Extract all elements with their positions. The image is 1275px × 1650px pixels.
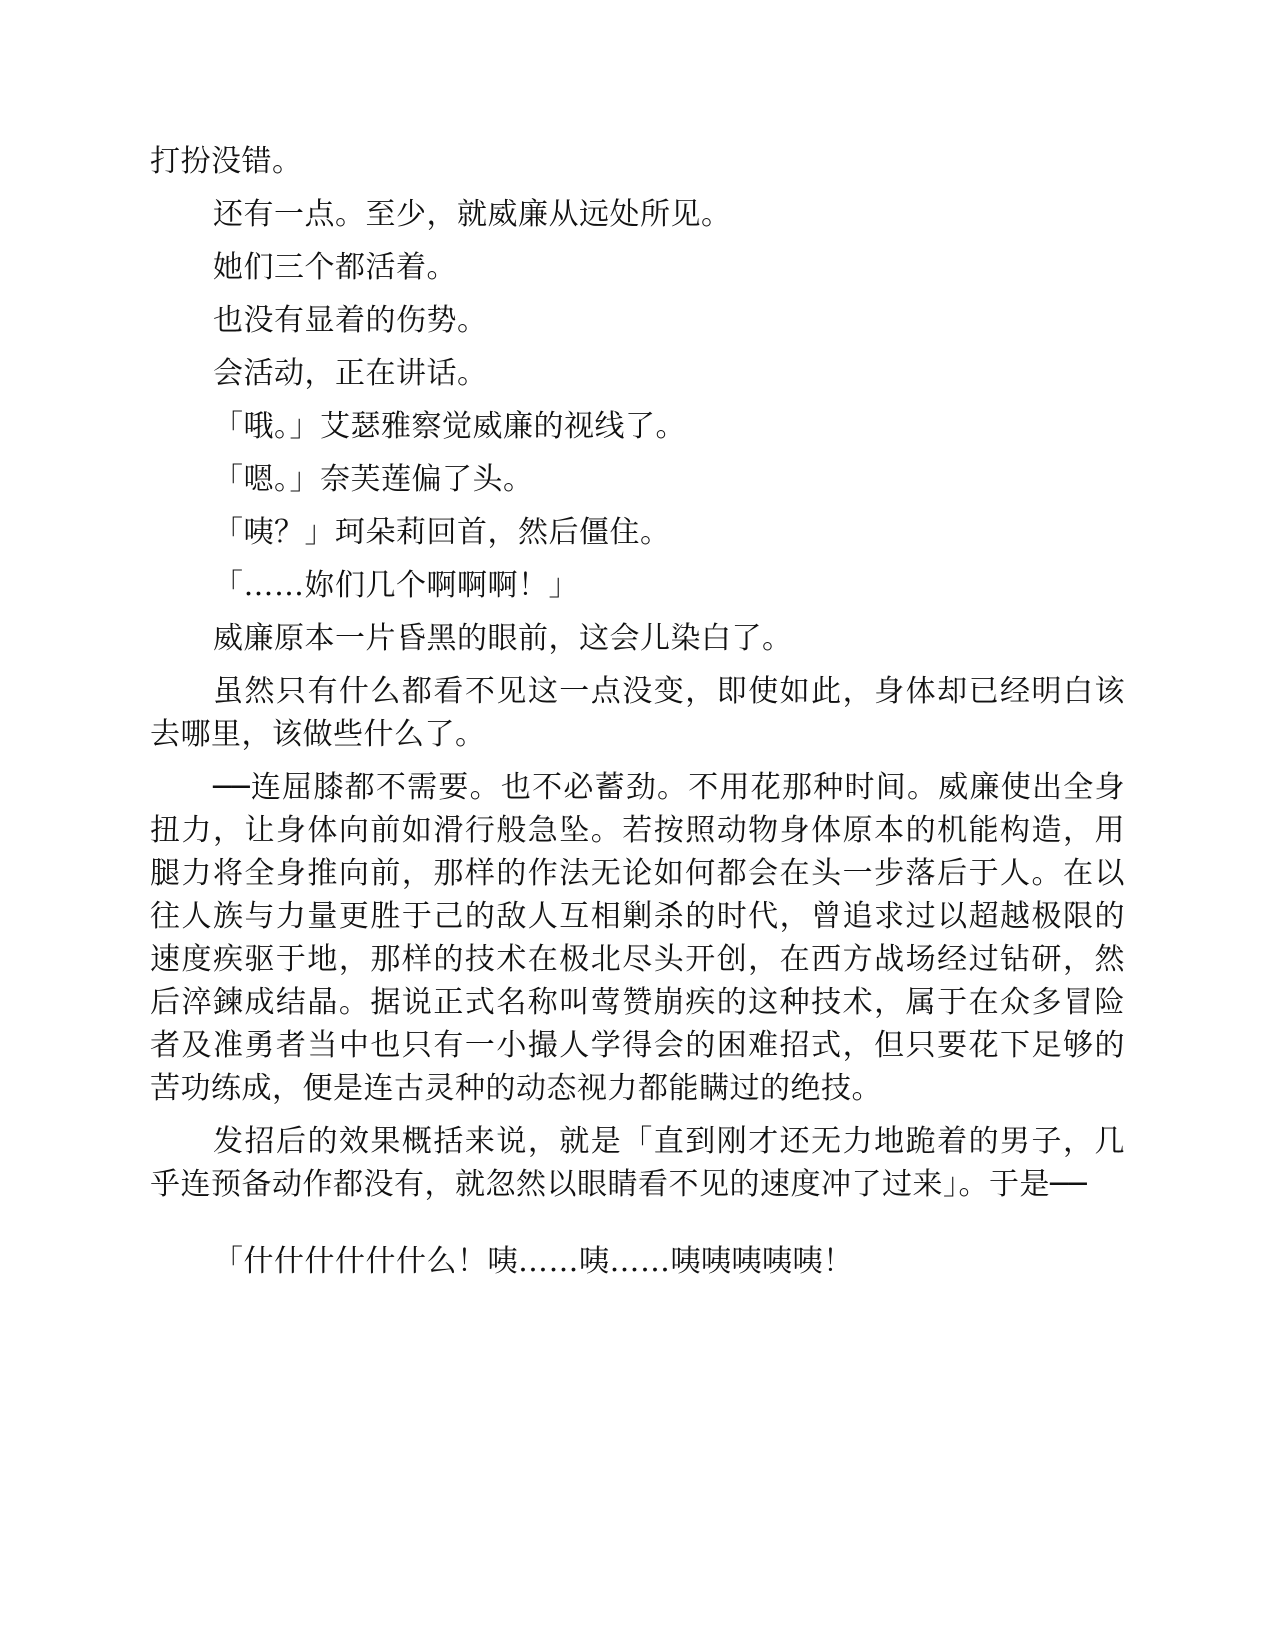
paragraph: 「咦？」珂朵莉回首，然后僵住。: [213, 515, 671, 550]
paragraph: 她们三个都活着。: [213, 250, 457, 285]
paragraph: 发招后的效果概括来说，就是「直到刚才还无力地跪着的男子，几乎连预备动作都没有，就忽然以眼睛看不见的速度冲了过来」。于是──: [150, 1124, 1125, 1202]
paragraph: 虽然只有什么都看不见这一点没变，即使如此，身体却已经明白该去哪里，该做些什么了。: [150, 674, 1125, 752]
body-text: [150, 140, 1125, 1283]
paragraph: ──连屈膝都不需要。也不必蓄劲。不用花那种时间。威廉使出全身扭力，让身体向前如滑行般急坠。若按照动物身体原本的机能构造，用腿力将全身推向前，那样的作法无论如何都会在头一步落后于人。在以往人族与力量更胜于己的敌人互相剿杀的时代，曾追求过以超越极限的速度疾驱于地，那样的技术在极北尽头开创，在西方战场经过钻研，然后淬鍊成结晶。据说正式名称叫莺赞崩疾的这种技术，属于在众多冒险者及准勇者当中也只有一小撮人学得会的困难招式，但只要花下足够的苦功练成，便是连古灵种的动态视力都能瞒过的绝技。: [150, 770, 1125, 1106]
paragraph: 「……妳们几个啊啊啊！」: [213, 568, 579, 603]
paragraph: 「哦。」艾瑟雅察觉威廉的视线了。: [213, 409, 686, 444]
paragraph: 还有一点。至少，就威廉从远处所见。: [213, 197, 732, 232]
paragraph: 「嗯。」奈芙莲偏了头。: [213, 462, 534, 497]
paragraph: 也没有显着的伤势。: [213, 303, 488, 338]
paragraph: 会活动，正在讲话。: [213, 356, 488, 391]
paragraph: 威廉原本一片昏黑的眼前，这会儿染白了。: [213, 621, 793, 656]
paragraph: 「什什什什什什么！咦……咦……咦咦咦咦咦！: [213, 1244, 854, 1279]
paragraph: 打扮没错。: [150, 144, 303, 179]
